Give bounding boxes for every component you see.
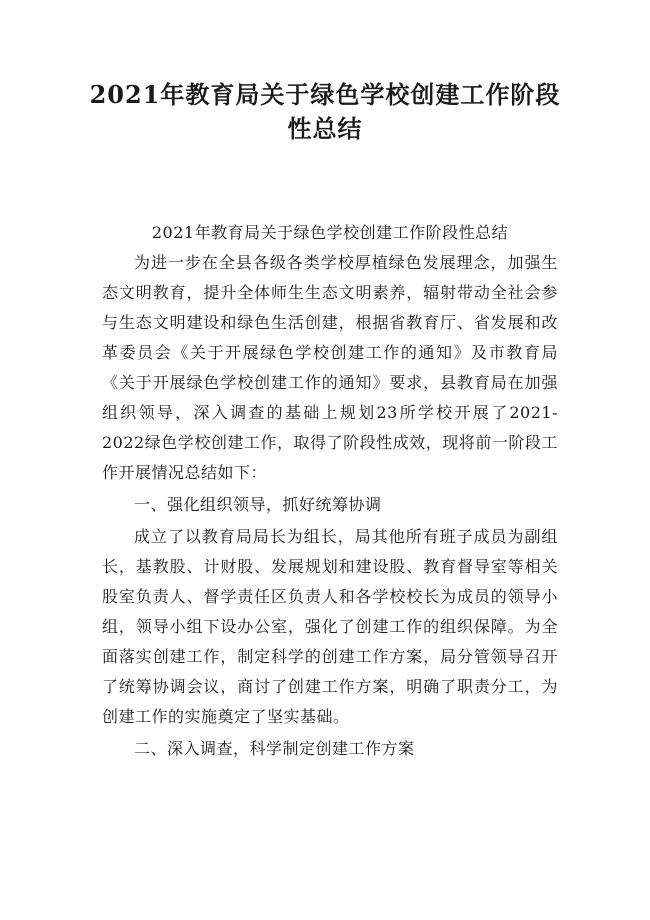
section-heading-1: 一、强化组织领导，抓好统筹协调: [134, 495, 382, 514]
document-body: [102, 218, 558, 766]
document-title: [60, 78, 590, 146]
document-title-line1: 2021年教育局关于绿色学校创建工作阶段: [89, 80, 561, 109]
section-heading-2: 二、深入调查，科学制定创建工作方案: [134, 739, 415, 758]
document-title-line2: 性总结: [287, 114, 363, 143]
intro-paragraph: 为进一步在全县各级各类学校厚植绿色发展理念，加强生态文明教育，提升全体师生生态文明素养，辐射带动全社会参与生态文明建设和绿色生活创建，根据省教育厅、省发展和改革委员会《关于开展绿色学校创建工作的通知》及市教育局《关于开展绿色学校创建工作的通知》要求，县教育局在加强组织领导，深入调查的基础上规划23所学校开展了2021-2022绿色学校创建工作，取得了阶段性成效，现将前一阶段工作开展情况总结如下：: [102, 253, 558, 482]
document-subtitle: 2021年教育局关于绿色学校创建工作阶段性总结: [151, 223, 509, 242]
section-1-paragraph: 成立了以教育局局长为组长，局其他所有班子成员为副组长，基教股、计财股、发展规划和建设股、教育督导室等相关股室负责人、督学责任区负责人和各学校校长为成员的领导小组，领导小组下设办公室，强化了创建工作的组织保障。为全面落实创建工作，制定科学的创建工作方案，局分管领导召开了统筹协调会议，商讨了创建工作方案，明确了职责分工，为创建工作的实施奠定了坚实基础。: [102, 527, 558, 726]
